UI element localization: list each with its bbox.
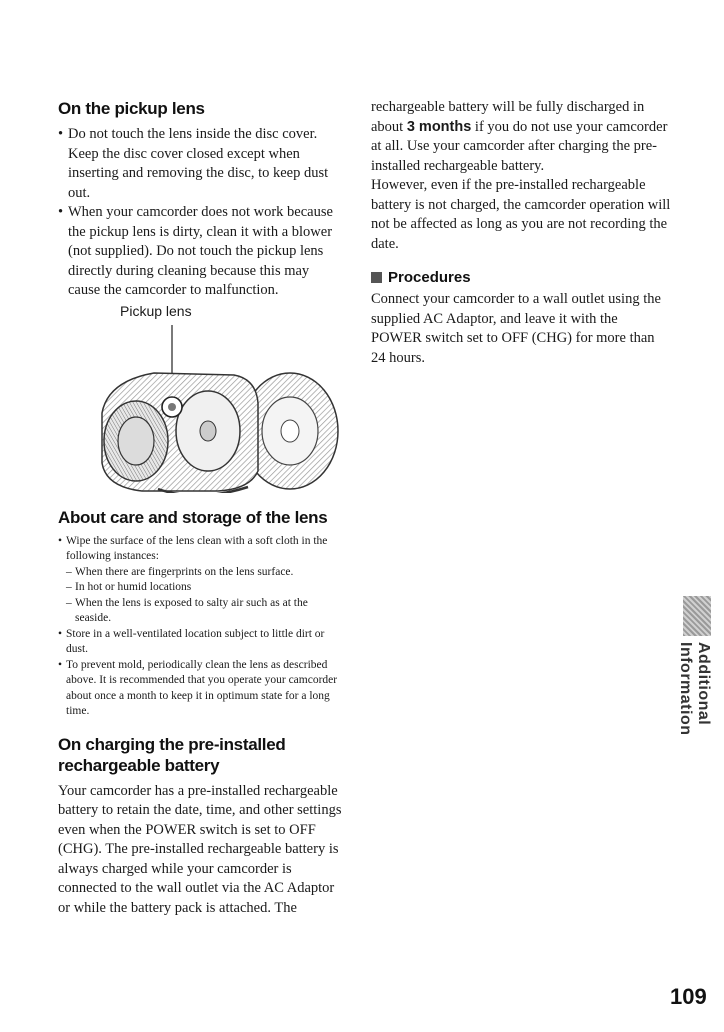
procedures-header [371,268,671,287]
left-column [58,98,344,918]
care-storage-bullets [58,534,344,720]
camcorder-illustration [58,303,344,493]
pickup-lens-label: Pickup lens [120,302,192,319]
care-storage-heading: About care and storage of the lens [58,507,328,527]
charging-text-bold: 3 months [406,118,472,135]
charging-text-right-2: if you do not use your camcorder at all. Use your camcorder after charging the pre-installed rechargeable battery. [371,118,668,174]
charging-text-right-3: However, even if the pre-installed rechargeable battery is not charged, the camcorder operation will not be affected as long as you are not recording the date. [371,177,671,252]
pickup-lens-heading: On the pickup lens [58,99,205,118]
side-tab-label: Additional Information [677,642,712,736]
care-bullet-1 [58,534,344,627]
page-number: 109 [670,984,707,1009]
care-bullet-2: • Store in a well-ventilated location subject to little dirt or dust. [58,627,344,658]
pickup-lens-bullet-1: • Do not touch the lens inside the disc cover. Keep the disc cover closed except when inserting and removing the disc, to keep dust out. [58,125,344,203]
care-dash-2: – In hot or humid locations [66,580,344,596]
square-bullet-icon [371,272,382,283]
care-bullet-3: • To prevent mold, periodically clean the lens as described above. It is recommended that you operate your camcorder about once a month to keep it in optimum state for a long time. [58,658,344,720]
charging-text-right-1: rechargeable battery will be fully discharged in about [371,99,645,135]
care-dash-list [66,565,344,627]
care-dash-3: – When the lens is exposed to salty air such as at the seaside. [66,596,344,627]
camcorder-figure [58,303,344,493]
care-bullet-1-text: Wipe the surface of the lens clean with a soft cloth in the following instances: [66,534,328,562]
procedures-heading: Procedures [388,269,471,286]
charging-text-left: Your camcorder has a pre-installed rechargeable battery to retain the date, time, and other settings even when the POWER switch is set to OFF (CHG). The pre-installed rechargeable battery is always charged while your camcorder is connected to the wall outlet via the AC Adaptor or while the battery pack is attached. The [58,782,342,916]
care-dash-1: – When there are fingerprints on the lens surface. [66,565,344,581]
side-tab-marker [683,596,711,636]
right-column [371,98,671,368]
charging-heading: On charging the pre-installed rechargeable battery [58,734,286,775]
charging-text-right [371,98,671,176]
pickup-lens-bullets [58,125,344,301]
pickup-lens-bullet-2: • When your camcorder does not work because the pickup lens is dirty, clean it with a blower (not supplied). Do not touch the pickup lens directly during cleaning because this may cause the camcorder to malfunction. [58,203,344,301]
procedures-text: Connect your camcorder to a wall outlet using the supplied AC Adaptor, and leave it with the POWER switch set to OFF (CHG) for more than 24 hours. [371,291,661,366]
